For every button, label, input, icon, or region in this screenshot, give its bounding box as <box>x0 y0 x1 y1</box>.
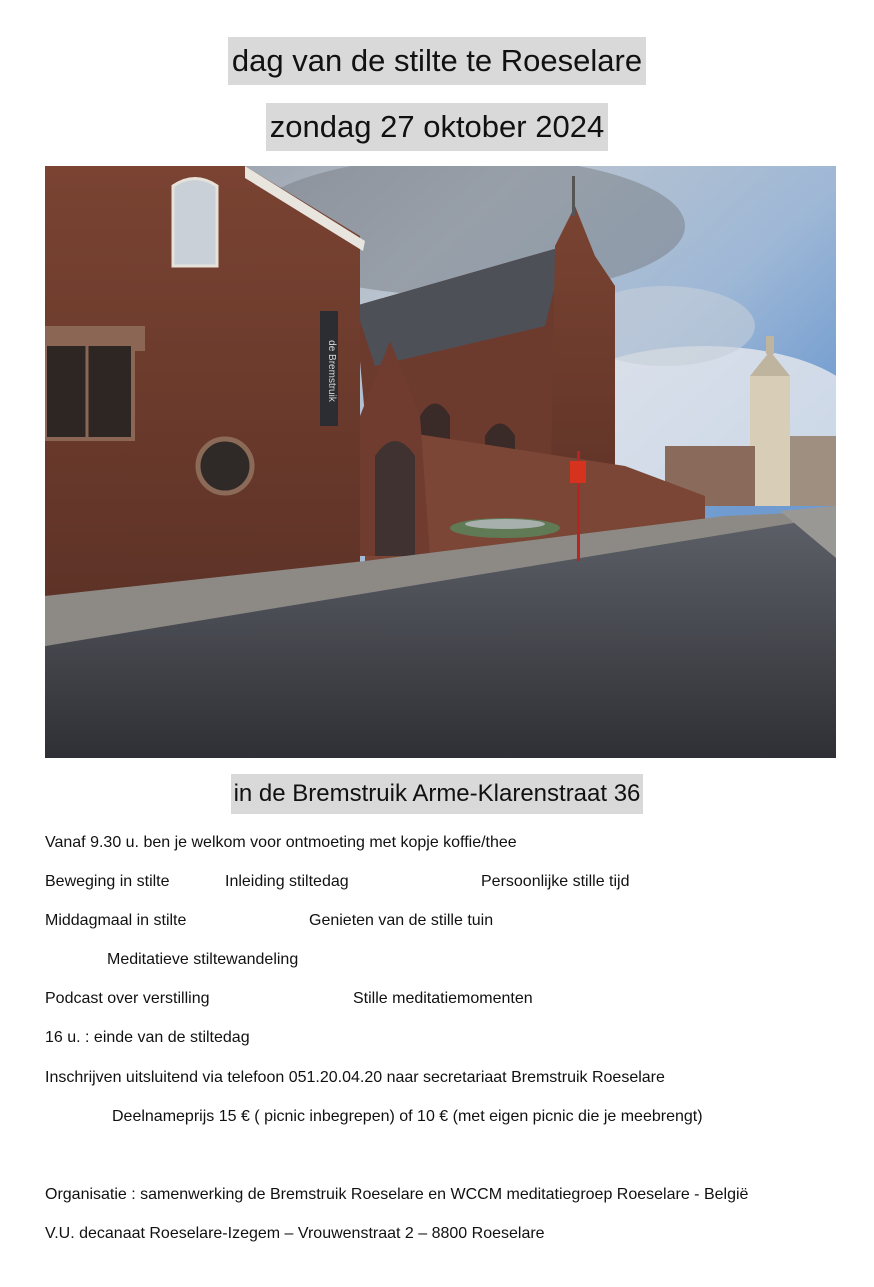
publisher-line: V.U. decanaat Roeselare-Izegem – Vrouwenstraat 2 – 8800 Roeselare <box>45 1225 545 1242</box>
page-title <box>0 37 874 85</box>
sign-lettering: de Bremstruik <box>326 340 337 402</box>
venue-address <box>0 774 874 814</box>
program-item: Stille meditatiemomenten <box>353 990 533 1007</box>
welcome-line: Vanaf 9.30 u. ben je welkom voor ontmoeting met kopje koffie/thee <box>45 834 517 851</box>
program-item: Persoonlijke stille tijd <box>481 873 630 890</box>
event-date <box>0 103 874 151</box>
end-time-line: 16 u. : einde van de stiltedag <box>45 1029 250 1046</box>
price-line: Deelnameprijs 15 € ( picnic inbegrepen) of 10 € (met eigen picnic die je meebrengt) <box>112 1108 703 1125</box>
venue-text: in de Bremstruik Arme-Klarenstraat 36 <box>231 774 644 814</box>
church-street-photo <box>45 166 836 758</box>
program-item: Meditatieve stiltewandeling <box>107 951 299 968</box>
program-item: Beweging in stilte <box>45 873 170 890</box>
registration-line: Inschrijven uitsluitend via telefoon 051.20.04.20 naar secretariaat Bremstruik Roeselare <box>45 1069 665 1086</box>
date-text: zondag 27 oktober 2024 <box>266 103 608 151</box>
program-item: Inleiding stiltedag <box>225 873 349 890</box>
program-item: Middagmaal in stilte <box>45 912 187 929</box>
organisation-line: Organisatie : samenwerking de Bremstruik Roeselare en WCCM meditatiegroep Roeselare - België <box>45 1186 749 1203</box>
program-item: Genieten van de stille tuin <box>309 912 494 929</box>
program-item: Podcast over verstilling <box>45 990 210 1007</box>
title-text: dag van de stilte te Roeselare <box>228 37 646 85</box>
